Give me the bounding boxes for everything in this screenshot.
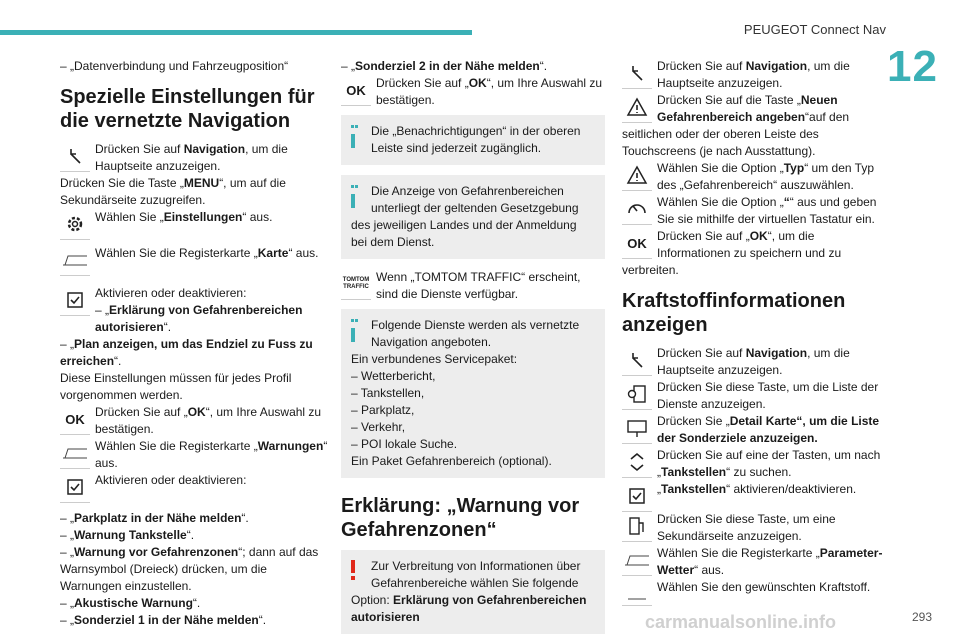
step-navigation: Drücken Sie auf Navigation, um die Hauptseite anzuzeigen.: [622, 345, 884, 379]
info-icon: [351, 319, 355, 340]
tomtom-traffic-icon: TOMTOM TRAFFIC: [341, 269, 371, 300]
step-services: Drücken Sie diese Taste, um die Liste der Dienste anzuzeigen.: [622, 379, 884, 413]
chevron-up-down-icon: [622, 447, 652, 478]
ok-icon: OK: [341, 75, 371, 106]
step-new-danger-zone: Drücken Sie auf die Taste „Neuen Gefahrenbereich angeben“auf den: [622, 92, 884, 126]
step-toggle: Aktivieren oder deaktivieren: – „Erklärung von Gefahrenbereichen autorisieren“.: [60, 285, 328, 336]
warning-icon: [351, 560, 355, 578]
list-icon: [622, 579, 652, 606]
warning-box: Zur Verbreitung von Informationen über Gefahrenbereiche wählen Sie folgende Option: Erklärung von Gefahrenbereichen autorisieren: [341, 550, 605, 634]
checkbox-icon: [622, 481, 652, 512]
step-settings: Wählen Sie „Einstellungen“ aus.: [60, 209, 328, 241]
list-item: – Tankstellen,: [351, 386, 425, 400]
fuel-station-icon: [622, 511, 652, 542]
tab-icon: [622, 545, 652, 576]
section-heading: Erklärung: „Warnung vor Gefahrenzonen“: [341, 495, 580, 541]
info-box-notifications: Die „Benachrichtigungen“ in der oberen Leiste sind jederzeit zugänglich.: [341, 115, 605, 165]
tab-icon: [60, 438, 90, 469]
list-item: – Parkplatz,: [351, 403, 415, 417]
header-title: PEUGEOT Connect Nav: [743, 22, 886, 37]
step-tab-weather: Wählen Sie die Registerkarte „Parameter-Wetter“ aus.: [622, 545, 884, 579]
warning-triangle-icon: [622, 160, 652, 191]
step-secondary-page: Drücken Sie diese Taste, um eine Sekundärseite anzuzeigen.: [622, 511, 884, 545]
map-detail-icon: [622, 413, 652, 444]
step-tab-warnings: Wählen Sie die Registerkarte „Warnungen“ aus.: [60, 438, 328, 472]
step-tab-map: Wählen Sie die Registerkarte „Karte“ aus.: [60, 245, 328, 277]
gear-icon: [60, 209, 90, 240]
column-3: Drücken Sie auf Navigation, um die Hauptseite anzuzeigen. Drücken Sie auf die Taste „Neuen Gefahrenbereich angeben“auf den seitlichen oder der oberen Leiste des Touchscreens (je nach Ausstattung). Wählen Sie die Option „Typ“ um den Typ des „Gefahrenbereich“ auszuwählen. Wählen Sie die Option „““ aus und geben Sie sie mithilfe der virtuellen Tastatur ein. OK Drücken Sie auf „OK“, um die Informationen zu speichern und zu verbreiten. Kraftstoffinformationen anzeigen Drücken Sie auf Navigation, um die Hauptseite anzuzeigen. Drücken Sie diese Taste, um die Liste der Dienste anzuzeigen. Drücken Sie „Detail Karte“, um die Liste der Sonderziele anzuzeigen. Drücken Sie auf eine der Tasten, um nach „Tankstellen“ zu suchen. „Tankstellen“ aktivieren/deaktivieren. Drücken Sie diese Taste, um eine Sekundärseite anzuzeigen. Wählen Sie die Registerkarte „Parameter-Wetter“ aus. Wählen Sie den gewünschten Kraftstoff.: [622, 58, 884, 605]
chapter-number: 12: [887, 42, 938, 91]
checkbox-icon: [60, 285, 90, 316]
step-fuel-select: Wählen Sie den gewünschten Kraftstoff.: [622, 579, 884, 605]
column-2: – „Sonderziel 2 in der Nähe melden“. OK Drücken Sie auf „OK“, um Ihre Auswahl zu bestätigen. Die „Benachrichtigungen“ in der oberen Leiste sind jederzeit zugänglich. Die Anzeige von Gefahrenbereichen unterliegt der geltenden Gesetzgebung des jeweiligen Landes und der Anmeldung bei dem Dienst. TOMTOM TRAFFIC Wenn „TOMTOM TRAFFIC“ erscheint, sind die Dienste verfügbar. Folgende Dienste werden als vernetzte Navigation angeboten. Ein verbundenes Servicepaket: – Wetterbericht, – Tankstellen, – Parkplatz, – Verkehr, – POI lokale Suche. Ein Paket Gefahrenbereich (optional). Erklärung: „Warnung vor Gefahrenzonen“ Zur Verbreitung von Informationen über Gefahrenbereiche wählen Sie folgende Option: Erklärung von Gefahrenbereichen autorisieren: [341, 58, 605, 644]
step-toggle-warnings: Aktivieren oder deaktivieren:: [60, 472, 328, 504]
tab-icon: [60, 245, 90, 276]
step-map-detail: Drücken Sie „Detail Karte“, um die Liste der Sonderziele anzuzeigen.: [622, 413, 884, 447]
list-item: – „Datenverbindung und Fahrzeugposition“: [60, 59, 289, 73]
step-ok: OK Drücken Sie auf „OK“, um Ihre Auswahl zu bestätigen.: [341, 75, 605, 109]
ok-icon: OK: [622, 228, 652, 259]
column-1: – „Datenverbindung und Fahrzeugposition“ Spezielle Einstellungen für die vernetzte Navigation Drücken Sie auf Navigation, um die Hauptseite anzuzeigen. Drücken Sie die Taste „MENU“, um auf die Sekundärseite zuzugreifen. Wählen Sie „Einstellungen“ aus. Wählen Sie die Registerkarte „Karte“ aus. Aktivieren oder deaktivieren: – „Erklärung von Gefahrenbereichen autorisieren“. – „Plan anzeigen, um das Endziel zu Fuss zu erreichen“. Diese Einstellungen müssen für jedes Profil vorgenommen werden. OK Drücken Sie auf „OK“, um Ihre Auswahl zu bestätigen. Wählen Sie die Registerkarte „Warnungen“ aus. Aktivieren oder deaktivieren: – „Parkplatz in der Nähe melden“. – „Warnung Tankstelle“. – „Warnung vor Gefahrenzonen“; dann auf das Warnsymbol (Dreieck) drücken, um die Warnungen einzustellen. – „Akustische Warnung“. – „Sonderziel 1 in der Nähe melden“.: [60, 59, 328, 627]
page-number: 293: [911, 610, 932, 624]
step-ok: OK Drücken Sie auf „OK“, um die Informationen zu speichern und zu: [622, 228, 884, 262]
services-icon: [622, 379, 652, 410]
list-item: – POI lokale Suche.: [351, 437, 458, 451]
step-fuel-toggle: „Tankstellen“ aktivieren/deaktivieren.: [622, 481, 884, 507]
info-box-services: Folgende Dienste werden als vernetzte Navigation angeboten. Ein verbundenes Servicepaket: – Wetterbericht, – Tankstellen, – Parkplatz, – Verkehr, – POI lokale Suche. Ein Paket Gefahrenbereich (optional).: [341, 309, 605, 478]
navigation-arrow-icon: [622, 58, 652, 89]
step-navigation: Drücken Sie auf Navigation, um die Hauptseite anzuzeigen.: [622, 58, 884, 92]
info-icon: [351, 125, 355, 146]
info-icon: [351, 185, 355, 206]
step-ok: OK Drücken Sie auf „OK“, um Ihre Auswahl zu bestätigen.: [60, 404, 328, 438]
section-heading: Spezielle Einstellungen für die vernetzte Navigation: [60, 86, 315, 132]
info-box-legal: Die Anzeige von Gefahrenbereichen unterliegt der geltenden Gesetzgebung des jeweiligen Landes und der Anmeldung bei dem Dienst.: [341, 175, 605, 259]
step-navigation: Drücken Sie auf Navigation, um die Hauptseite anzuzeigen.: [60, 141, 328, 175]
navigation-arrow-icon: [622, 345, 652, 376]
navigation-arrow-icon: [60, 141, 90, 172]
list-item: – Wetterbericht,: [351, 369, 436, 383]
step-tomtom: TOMTOM TRAFFIC Wenn „TOMTOM TRAFFIC“ erscheint, sind die Dienste verfügbar.: [342, 270, 581, 301]
section-heading: Kraftstoffinformationen anzeigen: [622, 290, 846, 336]
step-type: Wählen Sie die Option „Typ“ um den Typ des „Gefahrenbereich“ auszuwählen.: [622, 160, 884, 194]
ok-icon: OK: [60, 404, 90, 435]
speedometer-icon: [622, 194, 652, 225]
checkbox-icon: [60, 472, 90, 503]
warning-triangle-icon: [622, 92, 652, 123]
watermark: carmanualsonline.info: [645, 612, 837, 632]
step-arrows: Drücken Sie auf eine der Tasten, um nach „Tankstellen“ zu suchen.: [622, 447, 884, 481]
step-speed: Wählen Sie die Option „““ aus und geben Sie sie mithilfe der virtuellen Tastatur ein.: [622, 194, 884, 228]
list-item: – Verkehr,: [351, 420, 406, 434]
header-accent-bar: [0, 30, 472, 35]
